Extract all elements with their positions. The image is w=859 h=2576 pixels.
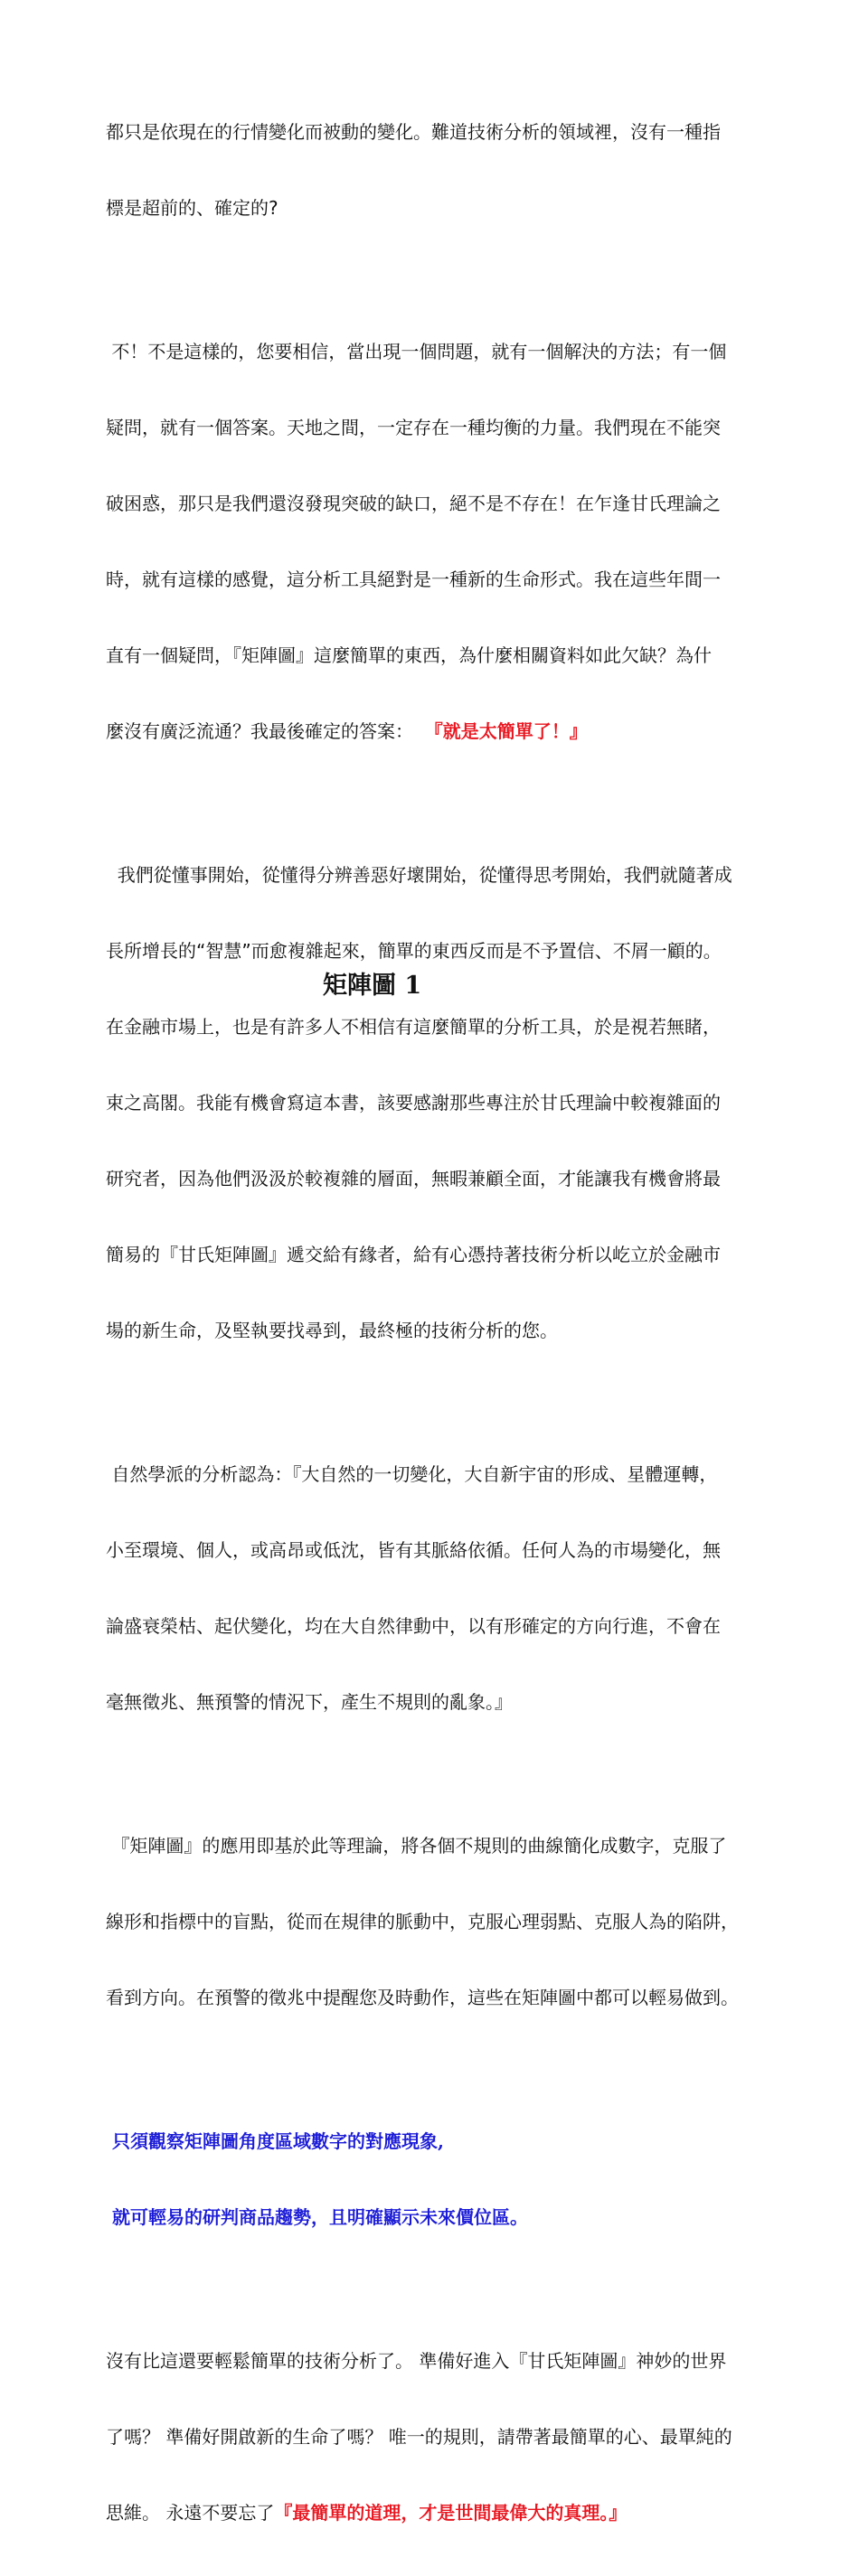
text-segment: 麼沒有廣泛流通？我最後確定的答案： (106, 720, 413, 742)
text-line: 了嗎？ 準備好開啟新的生命了嗎？ 唯一的規則，請帶著最簡單的心、最單純的 (106, 2426, 732, 2448)
text-line: 時，就有這樣的感覺，這分析工具絕對是一種新的生命形式。我在這些年間一 (106, 569, 721, 590)
text-line: 看到方向。在預警的徵兆中提醒您及時動作，這些在矩陣圖中都可以輕易做到。 (106, 1987, 739, 2008)
text-line: 研究者，因為他們汲汲於較複雜的層面，無暇兼顧全面，才能讓我有機會將最 (106, 1168, 721, 1189)
document-body (106, 69, 784, 2576)
text-line: 我們從懂事開始，從懂得分辨善惡好壞開始，從懂得思考開始，我們就隨著成 (106, 864, 732, 886)
text-line: 破困惑，那只是我們還沒發現突破的缺口，絕不是不存在！在乍逢甘氏理論之 (106, 493, 721, 514)
paragraph-3 (106, 812, 784, 1394)
text-line: 在金融市場上，也是有許多人不相信有這麼簡單的分析工具，於是視若無睹， (106, 1016, 721, 1038)
paragraph-6-callout (106, 2078, 784, 2280)
paragraph-4 (106, 1411, 784, 1765)
text-line: 線形和指標中的盲點，從而在規律的脈動中，克服心理弱點、克服人為的陷阱， (106, 1911, 739, 1932)
text-line: 直有一個疑問，『矩陣圖』這麼簡單的東西，為什麼相關資料如此欠缺？為什 (106, 644, 712, 666)
text-segment: 思維。 永遠不要忘了 (106, 2502, 275, 2524)
text-line: 不！不是這樣的，您要相信，當出現一個問題，就有一個解決的方法；有一個 (106, 341, 727, 362)
text-line: 場的新生命，及堅執要找尋到，最終極的技術分析的您。 (106, 1320, 558, 1341)
text-line (106, 2500, 784, 2525)
paragraph-5 (106, 1782, 784, 2061)
emphasis-answer: 『就是太簡單了！』 (424, 720, 588, 742)
text-line: 簡易的『甘氏矩陣圖』遞交給有緣者，給有心憑持著技術分析以屹立於金融市 (106, 1244, 721, 1265)
paragraph-7 (106, 2298, 784, 2576)
emphasis-truth: 『最簡單的道理，才是世間最偉大的真理。』 (274, 2502, 628, 2524)
text-line (106, 719, 784, 744)
text-line: 毫無徵兆、無預警的情況下，產生不規則的亂象。』 (106, 1691, 513, 1713)
text-line: 束之高閣。我能有機會寫這本書，該要感謝那些專注於甘氏理論中較複雜面的 (106, 1092, 721, 1114)
text-line: 疑問，就有一個答案。天地之間，一定存在一種均衡的力量。我們現在不能突 (106, 417, 721, 438)
text-line: 論盛衰榮枯、起伏變化，均在大自然律動中，以有形確定的方向行進，不會在 (106, 1615, 721, 1637)
text-line: 長所增長的“智慧”而愈複雜起來，簡單的東西反而是不予置信、不屑一顧的。 (106, 940, 722, 962)
text-line: 自然學派的分析認為：『大自然的一切變化，大自新宇宙的形成、星體運轉， (106, 1463, 718, 1485)
text-line: 『矩陣圖』的應用即基於此等理論，將各個不規則的曲線簡化成數字，克服了 (106, 1835, 727, 1857)
text-line: 沒有比這還要輕鬆簡單的技術分析了。 準備好進入『甘氏矩陣圖』神妙的世界 (106, 2350, 727, 2372)
text-line: 標是超前的、確定的? (106, 197, 278, 219)
paragraph-1 (106, 69, 784, 271)
text-line: 就可輕易的研判商品趨勢，且明確顯示未來價位區。 (106, 2206, 528, 2228)
text-line: 都只是依現在的行情變化而被動的變化。難道技術分析的領域裡，沒有一種指 (106, 121, 721, 143)
text-line: 只須觀察矩陣圖角度區域數字的對應現象, (106, 2130, 444, 2152)
text-line: 小至環境、個人，或高昂或低沈，皆有其脈絡依循。任何人為的市場變化，無 (106, 1539, 721, 1561)
section-heading: 矩陣圖 1 (323, 972, 422, 1000)
paragraph-2 (106, 288, 784, 794)
